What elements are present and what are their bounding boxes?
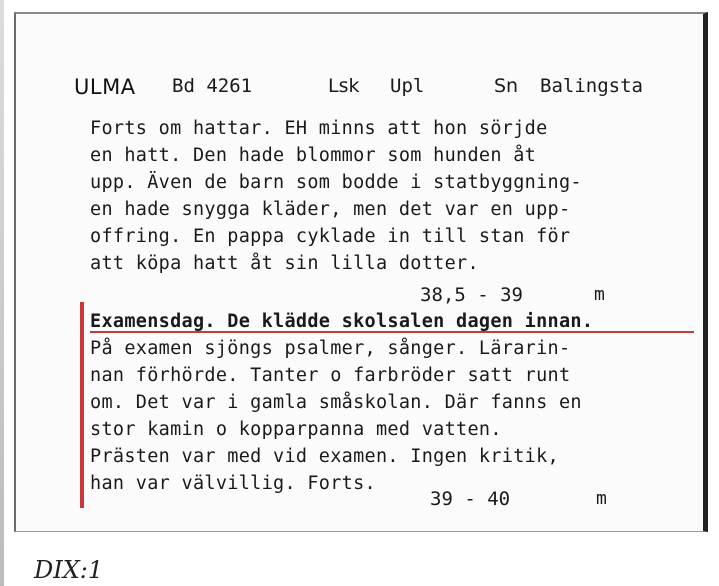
parish-label: Sn <box>494 75 519 97</box>
text-line: en hatt. Den hade blommor som hunden åt <box>90 145 537 166</box>
text-line: nan förhörde. Tanter o farbröder satt runt <box>90 365 571 386</box>
section-heading-text: De klädde skolsalen dagen innan. <box>215 311 594 332</box>
parish-value: Balingsta <box>540 75 643 97</box>
text-line: upp. Även de barn som bodde i statbyggning- <box>90 172 582 193</box>
province-value: Upl <box>390 75 425 97</box>
scan-edge <box>0 0 4 586</box>
tape-unit: m <box>594 284 605 305</box>
text-line: en hade snygga kläder, men det var en upp- <box>90 199 571 220</box>
tape-reference: 38,5 - 39 <box>420 284 523 306</box>
text-line: om. Det var i gamla småskolan. Där fanns en <box>90 392 582 413</box>
tape-reference: 39 - 40 <box>430 488 511 510</box>
red-margin-marker <box>80 302 84 508</box>
text-line: På examen sjöngs psalmer, sånger. Lärarin- <box>90 338 571 359</box>
text-line: Forts om hattar. EH minns att hon sörjde <box>90 118 548 139</box>
archive-name: ULMA <box>74 75 136 99</box>
volume-number: Bd 4261 <box>172 75 253 97</box>
tape-unit: m <box>596 488 607 509</box>
text-line: stor kamin o kopparpanna med vatten. <box>90 419 502 440</box>
text-line: han var välvillig. Forts. <box>90 473 376 494</box>
text-line: Prästen var med vid examen. Ingen kritik, <box>90 446 559 467</box>
text-line: att köpa hatt åt sin lilla dotter. <box>90 253 479 274</box>
handwritten-note: DIX:1 <box>34 556 104 584</box>
section-heading: Examensdag. <box>90 311 216 332</box>
text-line: offring. En pappa cyklade in till stan för <box>90 226 571 247</box>
section-heading-line <box>90 311 593 332</box>
province-label: Lsk <box>328 75 360 97</box>
